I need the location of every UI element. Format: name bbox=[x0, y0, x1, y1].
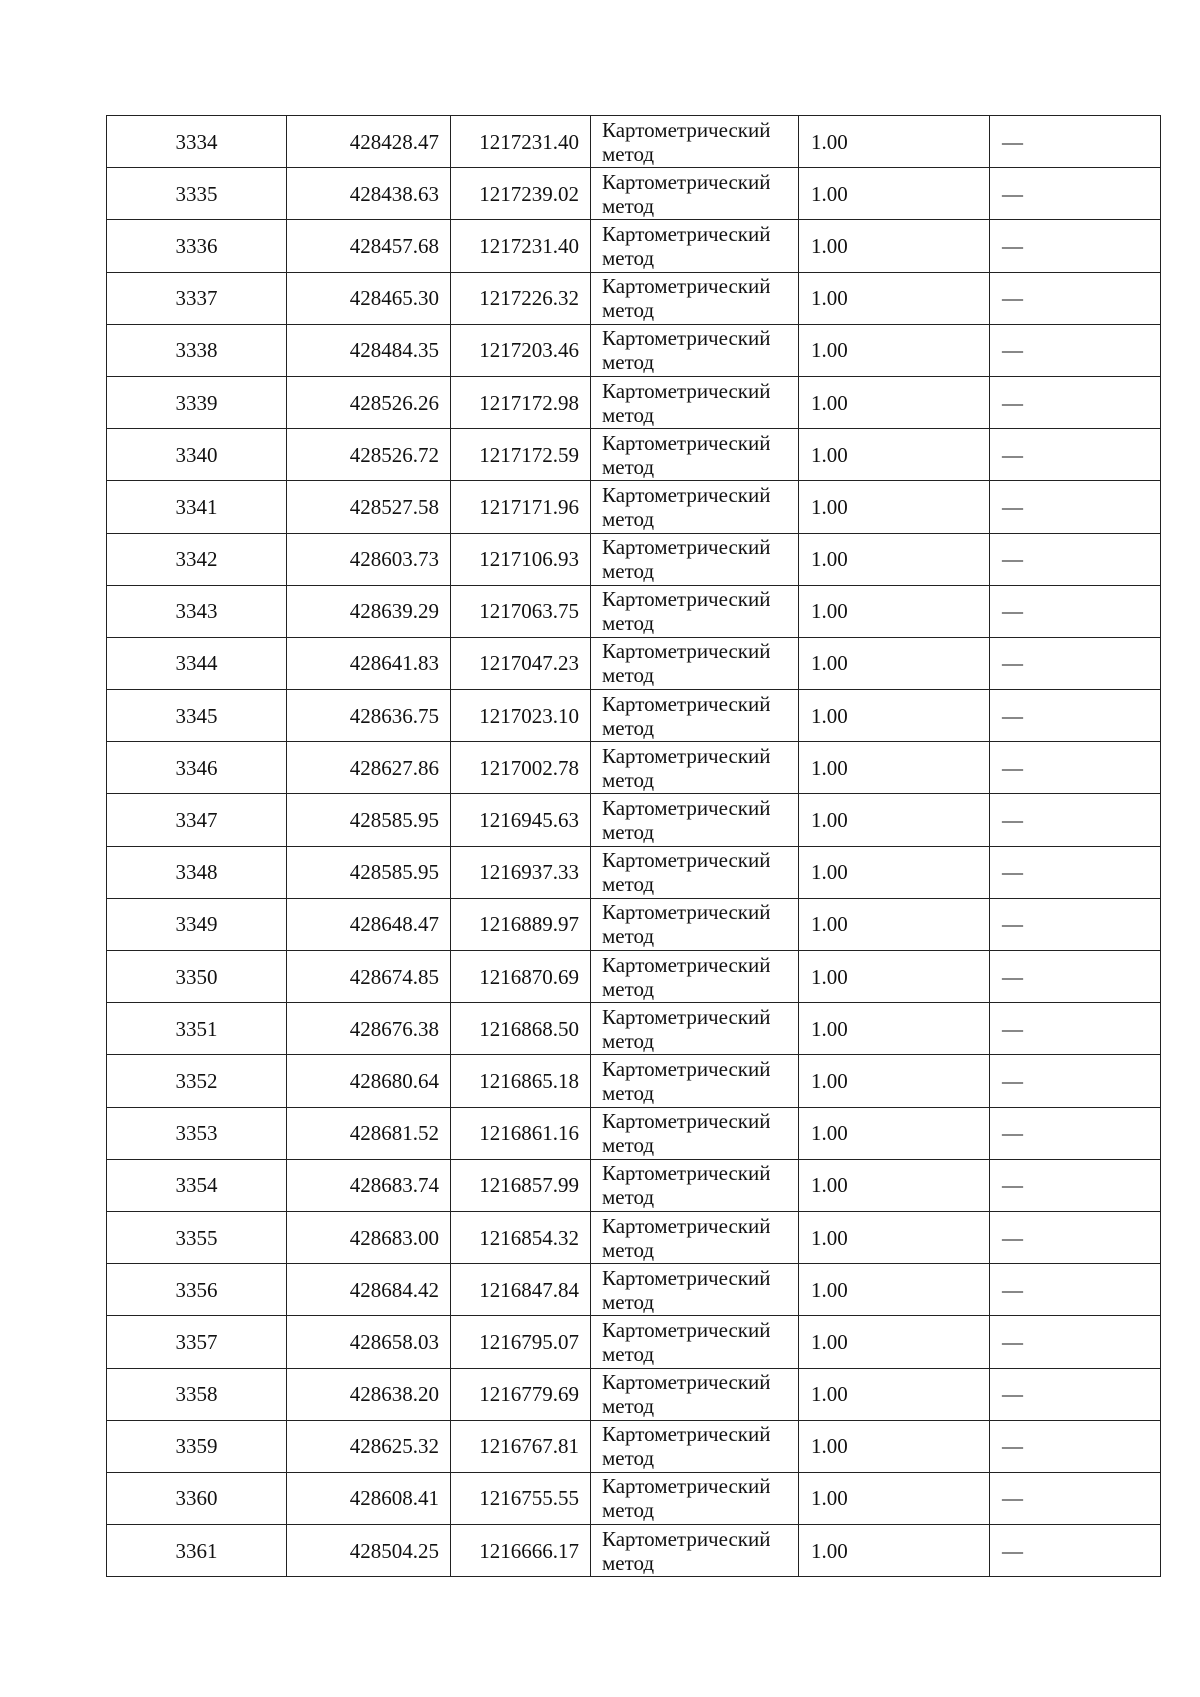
method-line-2: метод bbox=[602, 1080, 655, 1105]
description-cell: — bbox=[990, 951, 1161, 1003]
accuracy-cell: 1.00 bbox=[799, 1003, 990, 1055]
y-coordinate-cell: 1216889.97 bbox=[451, 898, 591, 950]
x-coordinate-cell: 428438.63 bbox=[287, 168, 451, 220]
y-coordinate-cell: 1216755.55 bbox=[451, 1472, 591, 1524]
point-number-cell: 3345 bbox=[107, 690, 287, 742]
description-cell: — bbox=[990, 1368, 1161, 1420]
table-row bbox=[107, 220, 1161, 272]
accuracy-cell: 1.00 bbox=[799, 168, 990, 220]
y-coordinate-cell: 1216847.84 bbox=[451, 1264, 591, 1316]
method-line-1: Картометрический bbox=[602, 743, 771, 768]
point-number-cell: 3341 bbox=[107, 481, 287, 533]
y-coordinate-cell: 1216870.69 bbox=[451, 951, 591, 1003]
y-coordinate-cell: 1216861.16 bbox=[451, 1107, 591, 1159]
description-cell: — bbox=[990, 1420, 1161, 1472]
table-row bbox=[107, 272, 1161, 324]
y-coordinate-cell: 1217172.59 bbox=[451, 429, 591, 481]
point-number-cell: 3344 bbox=[107, 637, 287, 689]
method-line-2: метод bbox=[602, 1185, 655, 1210]
method-cell bbox=[591, 951, 799, 1003]
method-line-1: Картометрический bbox=[602, 169, 771, 194]
point-number-cell: 3348 bbox=[107, 846, 287, 898]
table-row bbox=[107, 533, 1161, 585]
accuracy-cell: 1.00 bbox=[799, 116, 990, 168]
method-line-1: Картометрический bbox=[602, 482, 771, 507]
x-coordinate-cell: 428638.20 bbox=[287, 1368, 451, 1420]
description-cell: — bbox=[990, 794, 1161, 846]
method-line-1: Картометрический bbox=[602, 1370, 771, 1395]
x-coordinate-cell: 428527.58 bbox=[287, 481, 451, 533]
x-coordinate-cell: 428504.25 bbox=[287, 1525, 451, 1577]
method-line-2: метод bbox=[602, 141, 655, 166]
method-cell bbox=[591, 1264, 799, 1316]
point-number-cell: 3350 bbox=[107, 951, 287, 1003]
accuracy-cell: 1.00 bbox=[799, 585, 990, 637]
description-cell: — bbox=[990, 1107, 1161, 1159]
method-line-2: метод bbox=[602, 1550, 655, 1575]
method-cell bbox=[591, 1159, 799, 1211]
method-line-1: Картометрический bbox=[602, 1317, 771, 1342]
y-coordinate-cell: 1216666.17 bbox=[451, 1525, 591, 1577]
method-cell bbox=[591, 1420, 799, 1472]
method-cell bbox=[591, 429, 799, 481]
method-line-1: Картометрический bbox=[602, 378, 771, 403]
accuracy-cell: 1.00 bbox=[799, 1264, 990, 1316]
table-row bbox=[107, 898, 1161, 950]
point-number-cell: 3340 bbox=[107, 429, 287, 481]
accuracy-cell: 1.00 bbox=[799, 898, 990, 950]
table-row bbox=[107, 1420, 1161, 1472]
y-coordinate-cell: 1217047.23 bbox=[451, 637, 591, 689]
method-line-2: метод bbox=[602, 559, 655, 584]
y-coordinate-cell: 1217106.93 bbox=[451, 533, 591, 585]
table-row bbox=[107, 116, 1161, 168]
method-line-1: Картометрический bbox=[602, 1004, 771, 1029]
method-line-2: метод bbox=[602, 715, 655, 740]
method-line-1: Картометрический bbox=[602, 430, 771, 455]
accuracy-cell: 1.00 bbox=[799, 1211, 990, 1263]
point-number-cell: 3356 bbox=[107, 1264, 287, 1316]
table-row bbox=[107, 1316, 1161, 1368]
method-line-2: метод bbox=[602, 245, 655, 270]
point-number-cell: 3349 bbox=[107, 898, 287, 950]
method-cell bbox=[591, 533, 799, 585]
x-coordinate-cell: 428674.85 bbox=[287, 951, 451, 1003]
method-cell bbox=[591, 168, 799, 220]
point-number-cell: 3338 bbox=[107, 324, 287, 376]
table-row bbox=[107, 324, 1161, 376]
method-line-2: метод bbox=[602, 820, 655, 845]
method-line-2: метод bbox=[602, 924, 655, 949]
method-line-1: Картометрический bbox=[602, 1213, 771, 1238]
method-line-2: метод bbox=[602, 506, 655, 531]
y-coordinate-cell: 1216795.07 bbox=[451, 1316, 591, 1368]
point-number-cell: 3347 bbox=[107, 794, 287, 846]
x-coordinate-cell: 428484.35 bbox=[287, 324, 451, 376]
method-cell bbox=[591, 794, 799, 846]
table-row bbox=[107, 1003, 1161, 1055]
method-line-2: метод bbox=[602, 1289, 655, 1314]
method-line-1: Картометрический bbox=[602, 535, 771, 560]
x-coordinate-cell: 428526.26 bbox=[287, 376, 451, 428]
description-cell: — bbox=[990, 1264, 1161, 1316]
accuracy-cell: 1.00 bbox=[799, 1159, 990, 1211]
y-coordinate-cell: 1217231.40 bbox=[451, 220, 591, 272]
y-coordinate-cell: 1217231.40 bbox=[451, 116, 591, 168]
x-coordinate-cell: 428585.95 bbox=[287, 846, 451, 898]
point-number-cell: 3359 bbox=[107, 1420, 287, 1472]
method-cell bbox=[591, 585, 799, 637]
description-cell: — bbox=[990, 324, 1161, 376]
method-line-2: метод bbox=[602, 663, 655, 688]
x-coordinate-cell: 428684.42 bbox=[287, 1264, 451, 1316]
y-coordinate-cell: 1216779.69 bbox=[451, 1368, 591, 1420]
y-coordinate-cell: 1217203.46 bbox=[451, 324, 591, 376]
y-coordinate-cell: 1217171.96 bbox=[451, 481, 591, 533]
method-line-2: метод bbox=[602, 1341, 655, 1366]
accuracy-cell: 1.00 bbox=[799, 637, 990, 689]
method-cell bbox=[591, 1316, 799, 1368]
accuracy-cell: 1.00 bbox=[799, 324, 990, 376]
method-line-2: метод bbox=[602, 611, 655, 636]
table-row bbox=[107, 1368, 1161, 1420]
method-cell bbox=[591, 481, 799, 533]
table-row bbox=[107, 1525, 1161, 1577]
point-number-cell: 3346 bbox=[107, 742, 287, 794]
table-row bbox=[107, 846, 1161, 898]
description-cell: — bbox=[990, 1211, 1161, 1263]
x-coordinate-cell: 428608.41 bbox=[287, 1472, 451, 1524]
x-coordinate-cell: 428603.73 bbox=[287, 533, 451, 585]
accuracy-cell: 1.00 bbox=[799, 1420, 990, 1472]
method-cell bbox=[591, 1525, 799, 1577]
method-line-1: Картометрический bbox=[602, 1474, 771, 1499]
table-row bbox=[107, 637, 1161, 689]
x-coordinate-cell: 428526.72 bbox=[287, 429, 451, 481]
accuracy-cell: 1.00 bbox=[799, 533, 990, 585]
point-number-cell: 3357 bbox=[107, 1316, 287, 1368]
accuracy-cell: 1.00 bbox=[799, 1055, 990, 1107]
x-coordinate-cell: 428625.32 bbox=[287, 1420, 451, 1472]
table-row bbox=[107, 429, 1161, 481]
method-cell bbox=[591, 1055, 799, 1107]
method-cell bbox=[591, 376, 799, 428]
method-line-1: Картометрический bbox=[602, 952, 771, 977]
description-cell: — bbox=[990, 1055, 1161, 1107]
coordinates-table-body bbox=[107, 116, 1161, 1577]
accuracy-cell: 1.00 bbox=[799, 481, 990, 533]
description-cell: — bbox=[990, 1316, 1161, 1368]
point-number-cell: 3335 bbox=[107, 168, 287, 220]
description-cell: — bbox=[990, 637, 1161, 689]
x-coordinate-cell: 428658.03 bbox=[287, 1316, 451, 1368]
method-line-1: Картометрический bbox=[602, 117, 771, 142]
x-coordinate-cell: 428585.95 bbox=[287, 794, 451, 846]
method-cell bbox=[591, 1211, 799, 1263]
description-cell: — bbox=[990, 1525, 1161, 1577]
method-line-2: метод bbox=[602, 1028, 655, 1053]
y-coordinate-cell: 1216868.50 bbox=[451, 1003, 591, 1055]
y-coordinate-cell: 1217226.32 bbox=[451, 272, 591, 324]
method-cell bbox=[591, 324, 799, 376]
accuracy-cell: 1.00 bbox=[799, 794, 990, 846]
method-cell bbox=[591, 1107, 799, 1159]
point-number-cell: 3360 bbox=[107, 1472, 287, 1524]
accuracy-cell: 1.00 bbox=[799, 272, 990, 324]
method-cell bbox=[591, 898, 799, 950]
description-cell: — bbox=[990, 846, 1161, 898]
point-number-cell: 3354 bbox=[107, 1159, 287, 1211]
accuracy-cell: 1.00 bbox=[799, 1107, 990, 1159]
method-line-2: метод bbox=[602, 193, 655, 218]
method-line-2: метод bbox=[602, 1237, 655, 1262]
method-line-1: Картометрический bbox=[602, 1161, 771, 1186]
method-line-1: Картометрический bbox=[602, 1422, 771, 1447]
point-number-cell: 3342 bbox=[107, 533, 287, 585]
description-cell: — bbox=[990, 1472, 1161, 1524]
method-line-1: Картометрический bbox=[602, 587, 771, 612]
method-line-1: Картометрический bbox=[602, 796, 771, 821]
x-coordinate-cell: 428627.86 bbox=[287, 742, 451, 794]
table-row bbox=[107, 1211, 1161, 1263]
accuracy-cell: 1.00 bbox=[799, 220, 990, 272]
table-row bbox=[107, 1055, 1161, 1107]
y-coordinate-cell: 1217239.02 bbox=[451, 168, 591, 220]
y-coordinate-cell: 1216854.32 bbox=[451, 1211, 591, 1263]
accuracy-cell: 1.00 bbox=[799, 951, 990, 1003]
description-cell: — bbox=[990, 481, 1161, 533]
method-line-1: Картометрический bbox=[602, 900, 771, 925]
accuracy-cell: 1.00 bbox=[799, 742, 990, 794]
method-line-1: Картометрический bbox=[602, 848, 771, 873]
table-row bbox=[107, 1159, 1161, 1211]
method-line-1: Картометрический bbox=[602, 1526, 771, 1551]
x-coordinate-cell: 428465.30 bbox=[287, 272, 451, 324]
method-cell bbox=[591, 690, 799, 742]
y-coordinate-cell: 1216945.63 bbox=[451, 794, 591, 846]
table-row bbox=[107, 168, 1161, 220]
method-line-2: метод bbox=[602, 872, 655, 897]
y-coordinate-cell: 1216937.33 bbox=[451, 846, 591, 898]
accuracy-cell: 1.00 bbox=[799, 690, 990, 742]
description-cell: — bbox=[990, 690, 1161, 742]
method-line-1: Картометрический bbox=[602, 274, 771, 299]
method-line-2: метод bbox=[602, 454, 655, 479]
method-line-1: Картометрический bbox=[602, 639, 771, 664]
y-coordinate-cell: 1216865.18 bbox=[451, 1055, 591, 1107]
method-line-1: Картометрический bbox=[602, 1265, 771, 1290]
table-row bbox=[107, 1107, 1161, 1159]
method-line-2: метод bbox=[602, 767, 655, 792]
accuracy-cell: 1.00 bbox=[799, 1472, 990, 1524]
method-line-2: метод bbox=[602, 1133, 655, 1158]
y-coordinate-cell: 1216767.81 bbox=[451, 1420, 591, 1472]
description-cell: — bbox=[990, 1159, 1161, 1211]
accuracy-cell: 1.00 bbox=[799, 1368, 990, 1420]
method-cell bbox=[591, 1368, 799, 1420]
description-cell: — bbox=[990, 585, 1161, 637]
table-row bbox=[107, 376, 1161, 428]
description-cell: — bbox=[990, 116, 1161, 168]
x-coordinate-cell: 428676.38 bbox=[287, 1003, 451, 1055]
point-number-cell: 3353 bbox=[107, 1107, 287, 1159]
x-coordinate-cell: 428680.64 bbox=[287, 1055, 451, 1107]
description-cell: — bbox=[990, 742, 1161, 794]
method-line-2: метод bbox=[602, 1498, 655, 1523]
description-cell: — bbox=[990, 533, 1161, 585]
table-row bbox=[107, 951, 1161, 1003]
description-cell: — bbox=[990, 168, 1161, 220]
x-coordinate-cell: 428648.47 bbox=[287, 898, 451, 950]
description-cell: — bbox=[990, 898, 1161, 950]
method-line-1: Картометрический bbox=[602, 221, 771, 246]
table-row bbox=[107, 1472, 1161, 1524]
method-cell bbox=[591, 637, 799, 689]
table-row bbox=[107, 690, 1161, 742]
table-row bbox=[107, 1264, 1161, 1316]
point-number-cell: 3337 bbox=[107, 272, 287, 324]
point-number-cell: 3361 bbox=[107, 1525, 287, 1577]
method-cell bbox=[591, 1472, 799, 1524]
method-line-2: метод bbox=[602, 1446, 655, 1471]
method-cell bbox=[591, 742, 799, 794]
coordinates-table bbox=[106, 115, 1161, 1577]
description-cell: — bbox=[990, 1003, 1161, 1055]
method-line-2: метод bbox=[602, 350, 655, 375]
x-coordinate-cell: 428428.47 bbox=[287, 116, 451, 168]
y-coordinate-cell: 1216857.99 bbox=[451, 1159, 591, 1211]
method-cell bbox=[591, 272, 799, 324]
point-number-cell: 3358 bbox=[107, 1368, 287, 1420]
y-coordinate-cell: 1217023.10 bbox=[451, 690, 591, 742]
method-line-1: Картометрический bbox=[602, 326, 771, 351]
accuracy-cell: 1.00 bbox=[799, 846, 990, 898]
description-cell: — bbox=[990, 272, 1161, 324]
x-coordinate-cell: 428683.00 bbox=[287, 1211, 451, 1263]
method-line-2: метод bbox=[602, 976, 655, 1001]
y-coordinate-cell: 1217063.75 bbox=[451, 585, 591, 637]
method-cell bbox=[591, 1003, 799, 1055]
table-row bbox=[107, 585, 1161, 637]
accuracy-cell: 1.00 bbox=[799, 1525, 990, 1577]
accuracy-cell: 1.00 bbox=[799, 1316, 990, 1368]
point-number-cell: 3334 bbox=[107, 116, 287, 168]
accuracy-cell: 1.00 bbox=[799, 429, 990, 481]
point-number-cell: 3351 bbox=[107, 1003, 287, 1055]
method-line-1: Картометрический bbox=[602, 1109, 771, 1134]
x-coordinate-cell: 428636.75 bbox=[287, 690, 451, 742]
method-line-2: метод bbox=[602, 1394, 655, 1419]
description-cell: — bbox=[990, 376, 1161, 428]
y-coordinate-cell: 1217172.98 bbox=[451, 376, 591, 428]
x-coordinate-cell: 428639.29 bbox=[287, 585, 451, 637]
x-coordinate-cell: 428681.52 bbox=[287, 1107, 451, 1159]
description-cell: — bbox=[990, 220, 1161, 272]
method-cell bbox=[591, 220, 799, 272]
table-row bbox=[107, 481, 1161, 533]
method-line-2: метод bbox=[602, 298, 655, 323]
method-line-1: Картометрический bbox=[602, 1056, 771, 1081]
method-cell bbox=[591, 846, 799, 898]
method-line-2: метод bbox=[602, 402, 655, 427]
y-coordinate-cell: 1217002.78 bbox=[451, 742, 591, 794]
method-line-1: Картометрический bbox=[602, 691, 771, 716]
point-number-cell: 3352 bbox=[107, 1055, 287, 1107]
description-cell: — bbox=[990, 429, 1161, 481]
x-coordinate-cell: 428683.74 bbox=[287, 1159, 451, 1211]
point-number-cell: 3336 bbox=[107, 220, 287, 272]
point-number-cell: 3343 bbox=[107, 585, 287, 637]
x-coordinate-cell: 428641.83 bbox=[287, 637, 451, 689]
table-row bbox=[107, 794, 1161, 846]
accuracy-cell: 1.00 bbox=[799, 376, 990, 428]
point-number-cell: 3339 bbox=[107, 376, 287, 428]
table-row bbox=[107, 742, 1161, 794]
point-number-cell: 3355 bbox=[107, 1211, 287, 1263]
x-coordinate-cell: 428457.68 bbox=[287, 220, 451, 272]
method-cell bbox=[591, 116, 799, 168]
